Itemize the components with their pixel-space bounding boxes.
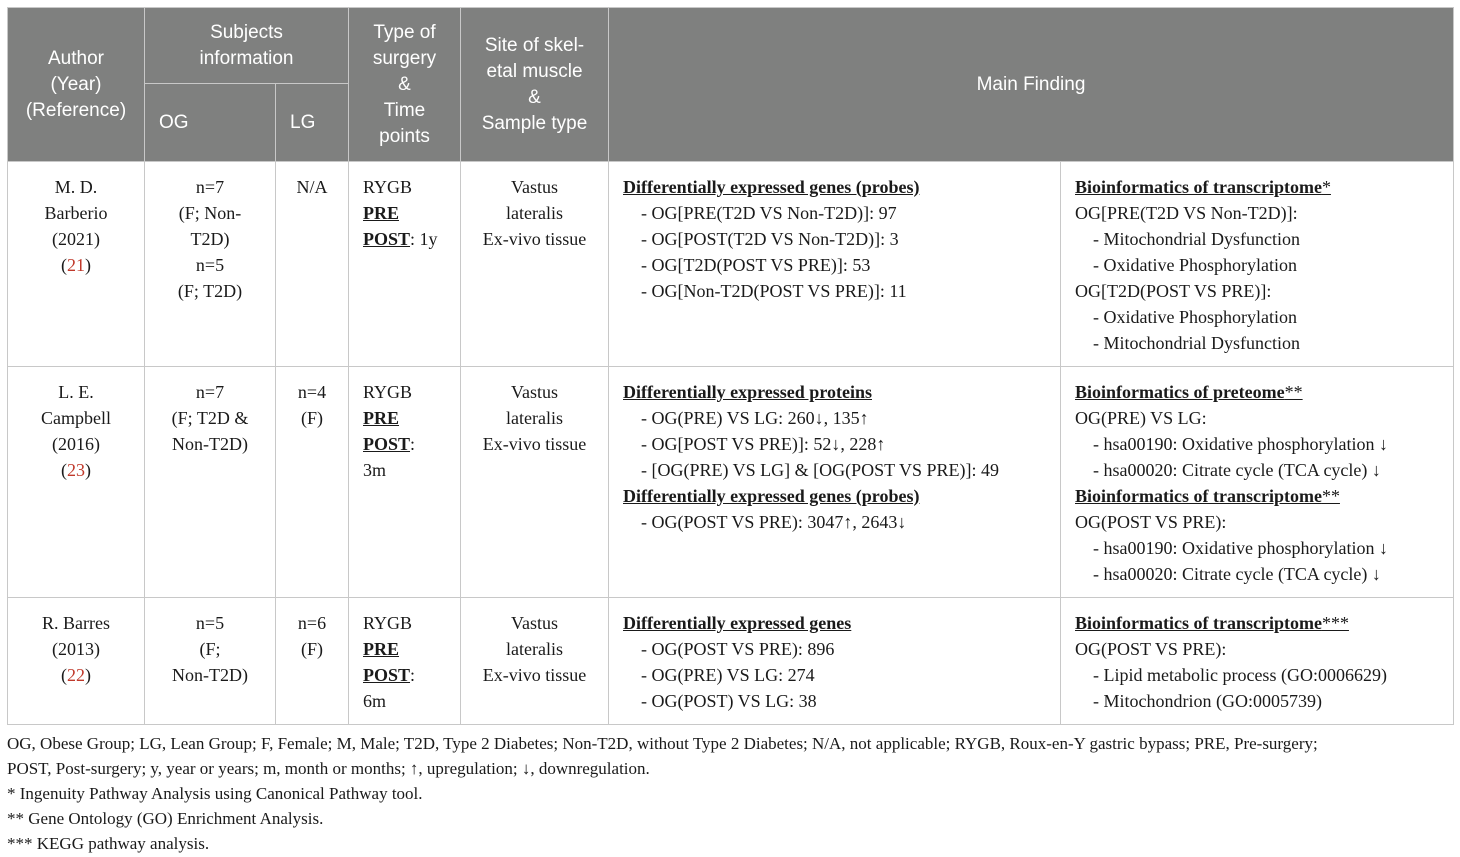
site-line: Ex-vivo tissue bbox=[482, 665, 587, 685]
finding-heading bbox=[1075, 610, 1349, 636]
finding-heading bbox=[1075, 174, 1331, 200]
finding-heading-text: Differentially expressed genes (probes) bbox=[623, 486, 920, 506]
og-line: (F; T2D & bbox=[171, 408, 249, 428]
finding-heading-line bbox=[1075, 483, 1445, 509]
header-main-finding: Main Finding bbox=[609, 8, 1454, 162]
reference-link: 21 bbox=[67, 255, 85, 275]
finding-heading-text: Differentially expressed genes (probes) bbox=[623, 177, 920, 197]
finding-item: - OG(POST VS PRE): 896 bbox=[641, 639, 835, 659]
finding-item: - Mitochondrion (GO:0005739) bbox=[1093, 691, 1322, 711]
table-row bbox=[8, 598, 1454, 725]
author-line: M. D. bbox=[54, 177, 98, 197]
finding-heading bbox=[623, 174, 919, 200]
header-og: OG bbox=[145, 84, 276, 162]
surgery-post: POST bbox=[363, 665, 411, 685]
finding-heading-text: Differentially expressed proteins bbox=[623, 382, 872, 402]
surgery-post-duration: 3m bbox=[363, 460, 387, 480]
finding-right-cell bbox=[1061, 367, 1454, 598]
og-line: n=5 bbox=[195, 613, 225, 633]
surgery-post-line bbox=[363, 431, 460, 457]
reference-link: 22 bbox=[67, 665, 85, 685]
finding-heading-line bbox=[1075, 174, 1445, 200]
surgery-type: RYGB bbox=[363, 177, 413, 197]
author-line: (2021) bbox=[52, 229, 100, 249]
site-line: lateralis bbox=[506, 203, 563, 223]
finding-item: - OG[T2D(POST VS PRE)]: 53 bbox=[641, 255, 871, 275]
surgery-post-time: : bbox=[410, 665, 416, 685]
reference-link: 23 bbox=[67, 460, 85, 480]
footnote-mark: *** bbox=[1321, 613, 1349, 633]
finding-item: - OG(POST) VS LG: 38 bbox=[641, 691, 817, 711]
surgery-type: RYGB bbox=[363, 613, 413, 633]
footnote-mark: ** bbox=[1284, 382, 1303, 402]
site-cell bbox=[461, 598, 609, 725]
finding-heading-text: Bioinformatics of transcriptome bbox=[1075, 613, 1322, 633]
surgery-post-time: : 1y bbox=[410, 229, 438, 249]
finding-heading-line bbox=[623, 379, 1052, 405]
finding-item: - OG[POST(T2D VS Non-T2D)]: 3 bbox=[641, 229, 899, 249]
author-line: Campbell bbox=[41, 408, 111, 428]
lg-cell bbox=[276, 162, 349, 367]
finding-left-cell bbox=[609, 162, 1061, 367]
header-lg: LG bbox=[276, 84, 349, 162]
author-line: (2013) bbox=[52, 639, 100, 659]
finding-heading bbox=[1075, 483, 1340, 509]
header-subjects: Subjects information bbox=[145, 8, 349, 84]
table-footnotes bbox=[7, 731, 1453, 856]
finding-subheading: OG(POST VS PRE): bbox=[1075, 512, 1227, 532]
surgery-cell bbox=[349, 598, 461, 725]
reference-line: (21) bbox=[61, 255, 91, 275]
site-line: Vastus bbox=[510, 382, 558, 402]
finding-item: - hsa00020: Citrate cycle (TCA cycle) ↓ bbox=[1093, 564, 1381, 584]
finding-heading bbox=[1075, 379, 1303, 405]
finding-item: - hsa00020: Citrate cycle (TCA cycle) ↓ bbox=[1093, 460, 1381, 480]
lg-value: N/A bbox=[296, 177, 328, 197]
og-cell bbox=[145, 162, 276, 367]
finding-item: - OG[PRE(T2D VS Non-T2D)]: 97 bbox=[641, 203, 897, 223]
footnote-abbreviations-2: POST, Post-surgery; y, year or years; m, month or months; ↑, upregulation; ↓, downregulation. bbox=[7, 759, 650, 778]
og-line: n=7 bbox=[195, 382, 225, 402]
footnote-mark: ** bbox=[1321, 486, 1340, 506]
finding-left-cell bbox=[609, 367, 1061, 598]
surgery-pre: PRE bbox=[363, 639, 399, 659]
og-line: n=7 bbox=[195, 177, 225, 197]
surgery-post-duration: 6m bbox=[363, 691, 387, 711]
lg-cell bbox=[276, 367, 349, 598]
finding-item: - OG[Non-T2D(POST VS PRE)]: 11 bbox=[641, 281, 907, 301]
site-line: Vastus bbox=[510, 613, 558, 633]
lg-cell bbox=[276, 598, 349, 725]
author-cell bbox=[8, 598, 145, 725]
finding-heading bbox=[623, 610, 851, 636]
finding-heading-line bbox=[623, 610, 1052, 636]
reference-line: (22) bbox=[61, 665, 91, 685]
header-author: Author (Year) (Reference) bbox=[8, 8, 145, 162]
finding-item: - Oxidative Phosphorylation bbox=[1093, 255, 1297, 275]
finding-item: - hsa00190: Oxidative phosphorylation ↓ bbox=[1093, 538, 1388, 558]
finding-heading bbox=[623, 483, 919, 509]
finding-heading-text: Bioinformatics of preteome bbox=[1075, 382, 1285, 402]
table-body bbox=[8, 162, 1454, 725]
finding-right-cell bbox=[1061, 162, 1454, 367]
finding-left-cell bbox=[609, 598, 1061, 725]
surgery-pre: PRE bbox=[363, 408, 399, 428]
finding-heading-text: Bioinformatics of transcriptome bbox=[1075, 486, 1322, 506]
og-line: T2D) bbox=[190, 229, 230, 249]
finding-item: - OG(PRE) VS LG: 260↓, 135↑ bbox=[641, 408, 869, 428]
site-cell bbox=[461, 367, 609, 598]
surgery-cell bbox=[349, 162, 461, 367]
og-line: (F; T2D) bbox=[177, 281, 243, 301]
site-line: lateralis bbox=[506, 639, 563, 659]
surgery-cell bbox=[349, 367, 461, 598]
finding-subheading: OG[PRE(T2D VS Non-T2D)]: bbox=[1075, 203, 1298, 223]
og-line: Non-T2D) bbox=[172, 665, 248, 685]
site-line: Ex-vivo tissue bbox=[482, 229, 587, 249]
finding-item: - OG(POST VS PRE): 3047↑, 2643↓ bbox=[641, 512, 907, 532]
finding-subheading: OG(PRE) VS LG: bbox=[1075, 408, 1207, 428]
header-surgery: Type of surgery & Time points bbox=[349, 8, 461, 162]
finding-item: - Mitochondrial Dysfunction bbox=[1093, 333, 1300, 353]
table-row bbox=[8, 367, 1454, 598]
finding-subheading: OG[T2D(POST VS PRE)]: bbox=[1075, 281, 1272, 301]
surgery-post: POST bbox=[363, 229, 411, 249]
surgery-post-line bbox=[363, 226, 460, 252]
surgery-type: RYGB bbox=[363, 382, 413, 402]
site-line: Vastus bbox=[510, 177, 558, 197]
og-line: (F; Non- bbox=[178, 203, 242, 223]
author-line: (2016) bbox=[52, 434, 100, 454]
finding-heading-text: Bioinformatics of transcriptome bbox=[1075, 177, 1322, 197]
site-cell bbox=[461, 162, 609, 367]
author-cell bbox=[8, 162, 145, 367]
finding-subheading: OG(POST VS PRE): bbox=[1075, 639, 1227, 659]
finding-item: - Oxidative Phosphorylation bbox=[1093, 307, 1297, 327]
finding-heading-line bbox=[623, 483, 1052, 509]
og-cell bbox=[145, 367, 276, 598]
author-line: L. E. bbox=[58, 382, 94, 402]
finding-item: - Mitochondrial Dysfunction bbox=[1093, 229, 1300, 249]
site-line: lateralis bbox=[506, 408, 563, 428]
surgery-post: POST bbox=[363, 434, 411, 454]
footnote-kegg: *** KEGG pathway analysis. bbox=[7, 834, 210, 853]
finding-item: - OG[POST VS PRE)]: 52↓, 228↑ bbox=[641, 434, 886, 454]
finding-heading-line bbox=[1075, 610, 1445, 636]
surgery-pre: PRE bbox=[363, 203, 399, 223]
finding-heading-line bbox=[623, 174, 1052, 200]
og-line: n=5 bbox=[195, 255, 225, 275]
footnote-abbreviations-1: OG, Obese Group; LG, Lean Group; F, Female; M, Male; T2D, Type 2 Diabetes; Non-T2D, without Type 2 Diabetes; N/A, not applicable; RYGB, Roux-en-Y gastric bypass; PRE, Pre-surgery; bbox=[7, 734, 1318, 753]
site-line: Ex-vivo tissue bbox=[482, 434, 587, 454]
author-cell bbox=[8, 367, 145, 598]
surgery-post-time: : bbox=[410, 434, 416, 454]
finding-item: - OG(PRE) VS LG: 274 bbox=[641, 665, 815, 685]
author-line: Barberio bbox=[44, 203, 108, 223]
lg-value: n=4 (F) bbox=[297, 382, 327, 428]
og-line: Non-T2D) bbox=[172, 434, 248, 454]
finding-item: - [OG(PRE) VS LG] & [OG(POST VS PRE)]: 49 bbox=[641, 460, 1000, 480]
lg-value: n=6 (F) bbox=[297, 613, 327, 659]
finding-heading-text: Differentially expressed genes bbox=[623, 613, 852, 633]
footnote-go: ** Gene Ontology (GO) Enrichment Analysis. bbox=[7, 809, 324, 828]
finding-heading bbox=[623, 379, 872, 405]
surgery-post-line bbox=[363, 662, 460, 688]
footnote-ingenuity: * Ingenuity Pathway Analysis using Canonical Pathway tool. bbox=[7, 784, 423, 803]
header-site: Site of skel- etal muscle & Sample type bbox=[461, 8, 609, 162]
author-line: R. Barres bbox=[42, 613, 110, 633]
finding-heading-line bbox=[1075, 379, 1445, 405]
og-line: (F; bbox=[199, 639, 221, 659]
reference-line: (23) bbox=[61, 460, 91, 480]
og-cell bbox=[145, 598, 276, 725]
finding-item: - hsa00190: Oxidative phosphorylation ↓ bbox=[1093, 434, 1388, 454]
finding-item: - Lipid metabolic process (GO:0006629) bbox=[1093, 665, 1387, 685]
table-wrapper bbox=[7, 7, 1453, 856]
finding-right-cell bbox=[1061, 598, 1454, 725]
results-table bbox=[7, 7, 1454, 725]
table-row bbox=[8, 162, 1454, 367]
footnote-mark: * bbox=[1321, 177, 1331, 197]
